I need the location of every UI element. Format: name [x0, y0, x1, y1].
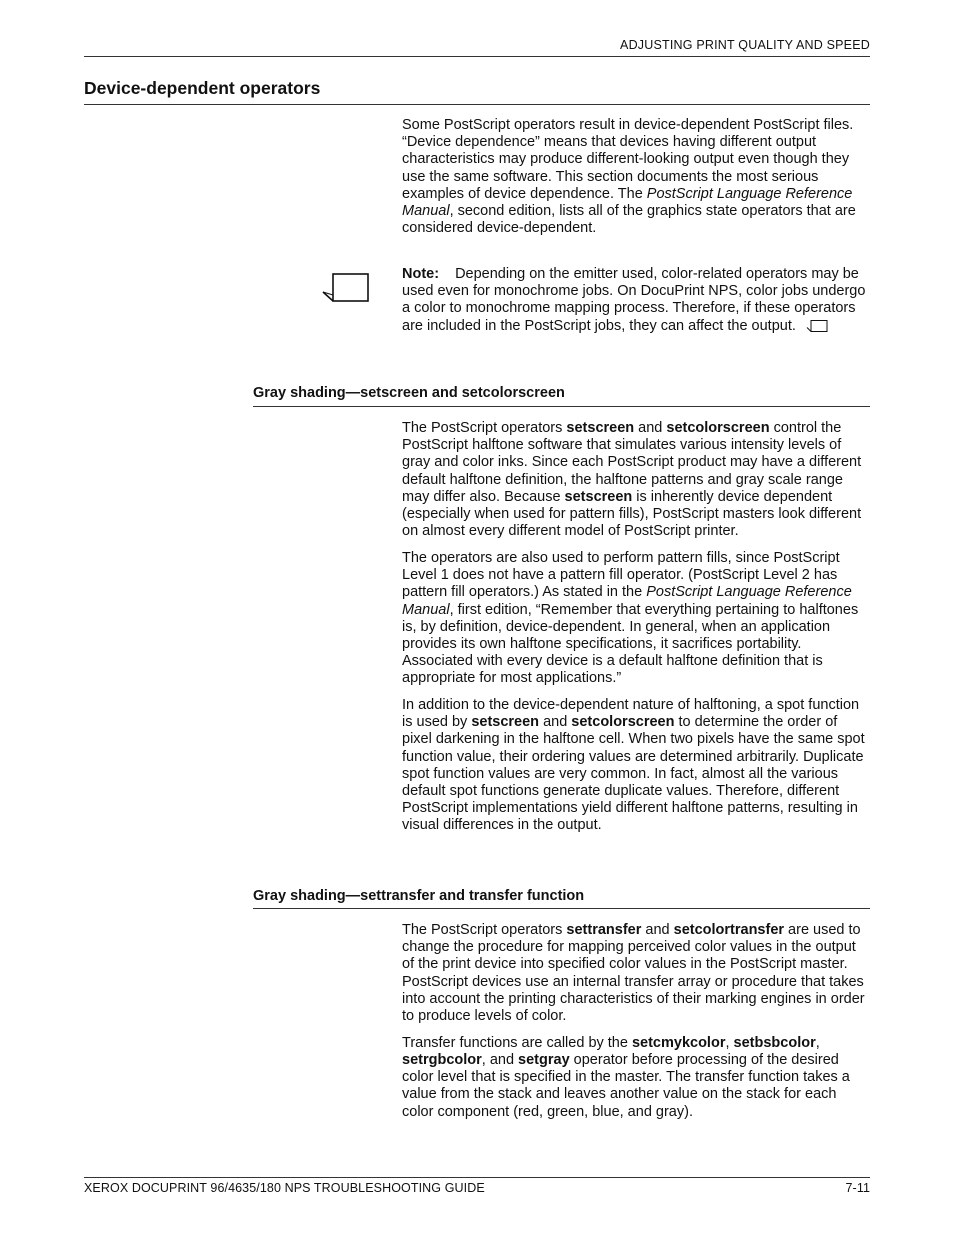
footer-doc-title: XEROX DOCUPRINT 96/4635/180 NPS TROUBLESHOOTING GUIDE	[84, 1181, 485, 1195]
text-run: , and	[481, 1051, 519, 1068]
intro-paragraph	[402, 117, 870, 237]
paragraph	[402, 420, 870, 540]
paragraph	[402, 1035, 870, 1121]
text-run: , first edition, “Remember that everything pertaining to halftones is, by definition, device-dependent. In general, when an application provides its own halftone specifications, it sacrifices portability. Associated with every device is a default halftone definition that is appropriate for most applications.”	[402, 601, 859, 687]
note-block	[402, 266, 870, 335]
subsection-title-settransfer: Gray shading—settransfer and transfer function	[253, 888, 585, 904]
paragraph	[402, 697, 870, 835]
text-run: , second edition, lists all of the graphics state operators that are considered device-dependent.	[402, 203, 856, 237]
section-rule	[84, 104, 870, 105]
subsection2-body	[402, 922, 870, 1121]
note-paragraph	[402, 266, 870, 335]
text-run: is inherently device dependent (especially when used for pattern fills), PostScript masters look different on almost every different model of PostScript printer.	[402, 488, 862, 540]
note-end-icon	[804, 319, 830, 333]
header-rule	[84, 56, 870, 57]
text-run: In addition to the device-dependent nature of halftoning, a spot function is used by	[402, 697, 860, 731]
operator-name: setcolortransfer	[673, 922, 785, 938]
operator-name: setscreen	[566, 420, 635, 436]
subsection-rule-1	[253, 406, 870, 407]
note-text: Depending on the emitter used, color-related operators may be used even for monochrome jobs. On DocuPrint NPS, color jobs undergo a color to monochrome mapping process. Therefore, if these operators are included in the PostScript jobs, they can affect the output.	[402, 266, 866, 334]
subsection-title-setscreen: Gray shading—setscreen and setcolorscreen	[253, 385, 565, 401]
text-run: The operators are also used to perform pattern fills, since PostScript Level 1 does not have a pattern fill operator. (PostScript Level 2 has pattern fill operators.) As stated in the	[402, 549, 840, 601]
footer-rule	[84, 1177, 870, 1178]
text-run: operator before processing of the desired color level that is specified in the master. The transfer function takes a value from the stack and leaves another value on the stack for each color component (red, green, blue, and gray).	[402, 1051, 850, 1120]
text-run: Some PostScript operators result in device-dependent PostScript files. “Device dependence” means that devices having different output characteristics may produce different-looking output even though they use the same software. This section documents the most serious examples of device dependence. The	[402, 117, 854, 202]
page-number: 7-11	[845, 1181, 870, 1195]
text-run: and	[634, 420, 667, 436]
operator-name: setscreen	[564, 488, 633, 505]
text-run: control the PostScript halftone software that simulates various intensity levels of gray and color inks. Since each PostScript product may have a different default halftone definition, the halftone patterns and gray scale range may differ also. Because	[402, 420, 862, 505]
operator-name: setcolorscreen	[571, 714, 675, 731]
paragraph	[402, 550, 870, 688]
text-run: ,	[725, 1034, 734, 1051]
subsection1-body	[402, 420, 870, 835]
section-title: Device-dependent operators	[84, 78, 321, 98]
text-run: are used to change the procedure for mapping perceived color values in the output of the print device into specified color values in the PostScript master. PostScript devices use an internal transfer array or procedure that takes into account the printing characteristics of their marking engines in order to produce levels of color.	[402, 922, 865, 1025]
text-run: ,	[815, 1034, 820, 1051]
text-run: The PostScript operators	[402, 420, 567, 436]
intro-column	[402, 117, 870, 237]
running-header: ADJUSTING PRINT QUALITY AND SPEED	[620, 38, 870, 52]
text-run: The PostScript operators	[402, 922, 567, 938]
operator-name: setgray	[518, 1051, 570, 1068]
operator-name: settransfer	[566, 922, 642, 938]
manual-title: PostScript Language Reference Manual	[402, 185, 853, 220]
operator-name: setrgbcolor	[402, 1051, 482, 1068]
text-run: and	[539, 714, 572, 731]
paragraph	[402, 922, 870, 1025]
operator-name: setbsbcolor	[733, 1034, 816, 1051]
operator-name: setcolorscreen	[666, 420, 770, 436]
text-run: Transfer functions are called by the	[402, 1034, 632, 1051]
subsection-rule-2	[253, 908, 870, 909]
note-label: Note:	[402, 266, 440, 282]
text-run: and	[641, 922, 674, 938]
note-icon	[320, 271, 372, 305]
operator-name: setscreen	[471, 714, 540, 731]
manual-title: PostScript Language Reference Manual	[402, 584, 852, 618]
operator-name: setcmykcolor	[631, 1034, 726, 1051]
text-run: to determine the order of pixel darkening in the halftone cell. When two pixels have the same spot function value, their ordering values are determined arbitrarily. Duplicate spot function values are very common. In fact, almost all the various default spot functions generate duplicate values. Therefore, different PostScript implementations yield different halftone patterns, resulting in visual differences in the output.	[402, 714, 865, 834]
